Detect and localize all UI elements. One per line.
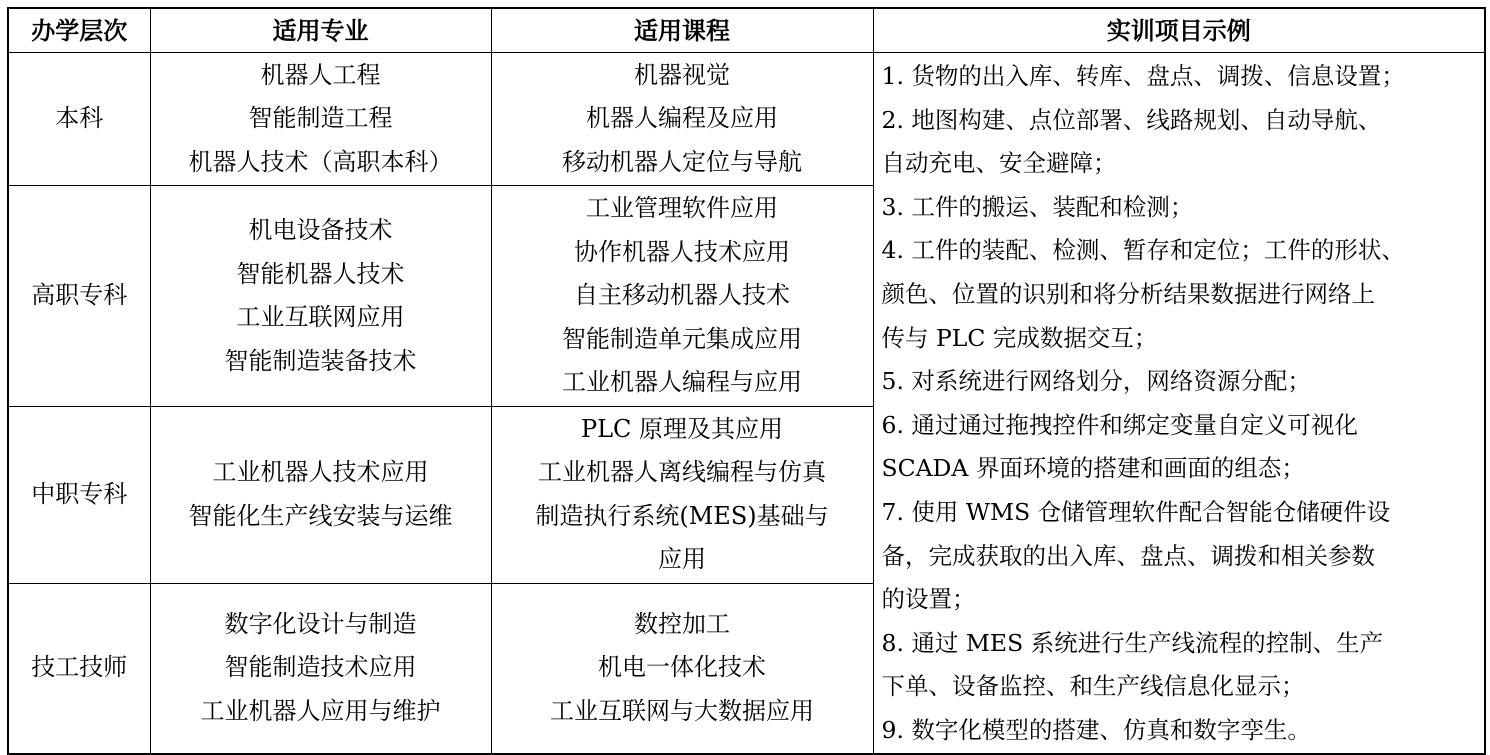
major-item: 机器人工程 xyxy=(260,60,381,89)
projects-cell xyxy=(873,53,1485,754)
project-line: 自动充电、安全避障； xyxy=(881,149,1117,178)
courses-cell xyxy=(491,407,873,584)
major-item: 工业互联网应用 xyxy=(236,303,405,332)
course-item: 智能制造单元集成应用 xyxy=(562,324,802,353)
major-item: 机电设备技术 xyxy=(248,216,393,245)
project-line: 8. 通过 MES 系统进行生产线流程的控制、生产 xyxy=(881,628,1384,657)
course-item: 协作机器人技术应用 xyxy=(574,237,790,266)
header-level: 办学层次 xyxy=(8,8,150,53)
course-item: 工业机器人离线编程与仿真 xyxy=(538,458,826,487)
project-line: 3. 工件的搬运、装配和检测； xyxy=(881,192,1194,221)
project-line: 2. 地图构建、点位部署、线路规划、自动导航、 xyxy=(881,105,1382,134)
header-courses: 适用课程 xyxy=(491,8,873,53)
course-item: 自主移动机器人技术 xyxy=(574,281,790,310)
level-cell: 本科 xyxy=(8,53,150,186)
course-item: 工业互联网与大数据应用 xyxy=(550,696,814,725)
level-cell: 技工技师 xyxy=(8,583,150,754)
project-line: 7. 使用 WMS 仓储管理软件配合智能仓储硬件设 xyxy=(881,497,1391,526)
courses-cell xyxy=(491,53,873,186)
project-line: 1. 货物的出入库、转库、盘点、调拨、信息设置； xyxy=(881,62,1405,90)
course-item: 工业管理软件应用 xyxy=(586,194,778,223)
training-table xyxy=(7,7,1486,755)
major-item: 智能制造工程 xyxy=(248,104,393,133)
header-projects: 实训项目示例 xyxy=(873,8,1485,53)
majors-cell xyxy=(150,53,491,186)
major-item: 工业机器人技术应用 xyxy=(212,458,429,487)
courses-cell xyxy=(491,583,873,754)
project-line: 6. 通过通过拖拽控件和绑定变量自定义可视化 xyxy=(881,410,1358,439)
major-item: 工业机器人应用与维护 xyxy=(200,696,441,725)
course-item: 制造执行系统(MES)基础与 xyxy=(535,501,829,530)
level-cell: 高职专科 xyxy=(8,186,150,407)
course-item: 移动机器人定位与导航 xyxy=(562,147,802,176)
major-item: 机器人技术（高职本科） xyxy=(188,147,453,176)
table-row xyxy=(8,53,1485,186)
course-item: 机器视觉 xyxy=(634,60,730,89)
course-item: 机器人编程及应用 xyxy=(586,104,778,133)
course-item: 工业机器人编程与应用 xyxy=(562,368,802,397)
major-item: 智能制造装备技术 xyxy=(224,346,417,375)
project-line: SCADA 界面环境的搭建和画面的组态； xyxy=(881,454,1305,483)
major-item: 智能机器人技术 xyxy=(236,259,405,288)
project-line: 的设置； xyxy=(881,585,976,614)
majors-cell xyxy=(150,186,491,407)
majors-cell xyxy=(150,583,491,754)
project-line: 颜色、位置的识别和将分析结果数据进行网络上 xyxy=(881,279,1375,308)
course-item: 应用 xyxy=(658,545,706,574)
course-item: 数控加工 xyxy=(634,609,730,638)
project-line: 5. 对系统进行网络划分，网络资源分配； xyxy=(881,367,1311,396)
majors-cell xyxy=(150,407,491,584)
project-line: 下单、设备监控、和生产线信息化显示； xyxy=(881,672,1305,701)
major-item: 数字化设计与制造 xyxy=(224,609,417,638)
header-row xyxy=(8,8,1485,53)
project-line: 备，完成获取的出入库、盘点、调拨和相关参数 xyxy=(881,541,1375,570)
project-line: 传与 PLC 完成数据交互； xyxy=(881,323,1158,352)
level-cell: 中职专科 xyxy=(8,407,150,584)
major-item: 智能化生产线安装与运维 xyxy=(188,501,453,530)
course-item: 机电一体化技术 xyxy=(598,653,766,682)
course-item: PLC 原理及其应用 xyxy=(580,414,784,443)
project-line: 9. 数字化模型的搭建、仿真和数字孪生。 xyxy=(881,715,1311,744)
courses-cell xyxy=(491,186,873,407)
major-item: 智能制造技术应用 xyxy=(224,653,417,682)
project-line: 4. 工件的装配、检测、暂存和定位；工件的形状、 xyxy=(881,236,1405,265)
header-majors: 适用专业 xyxy=(150,8,491,53)
